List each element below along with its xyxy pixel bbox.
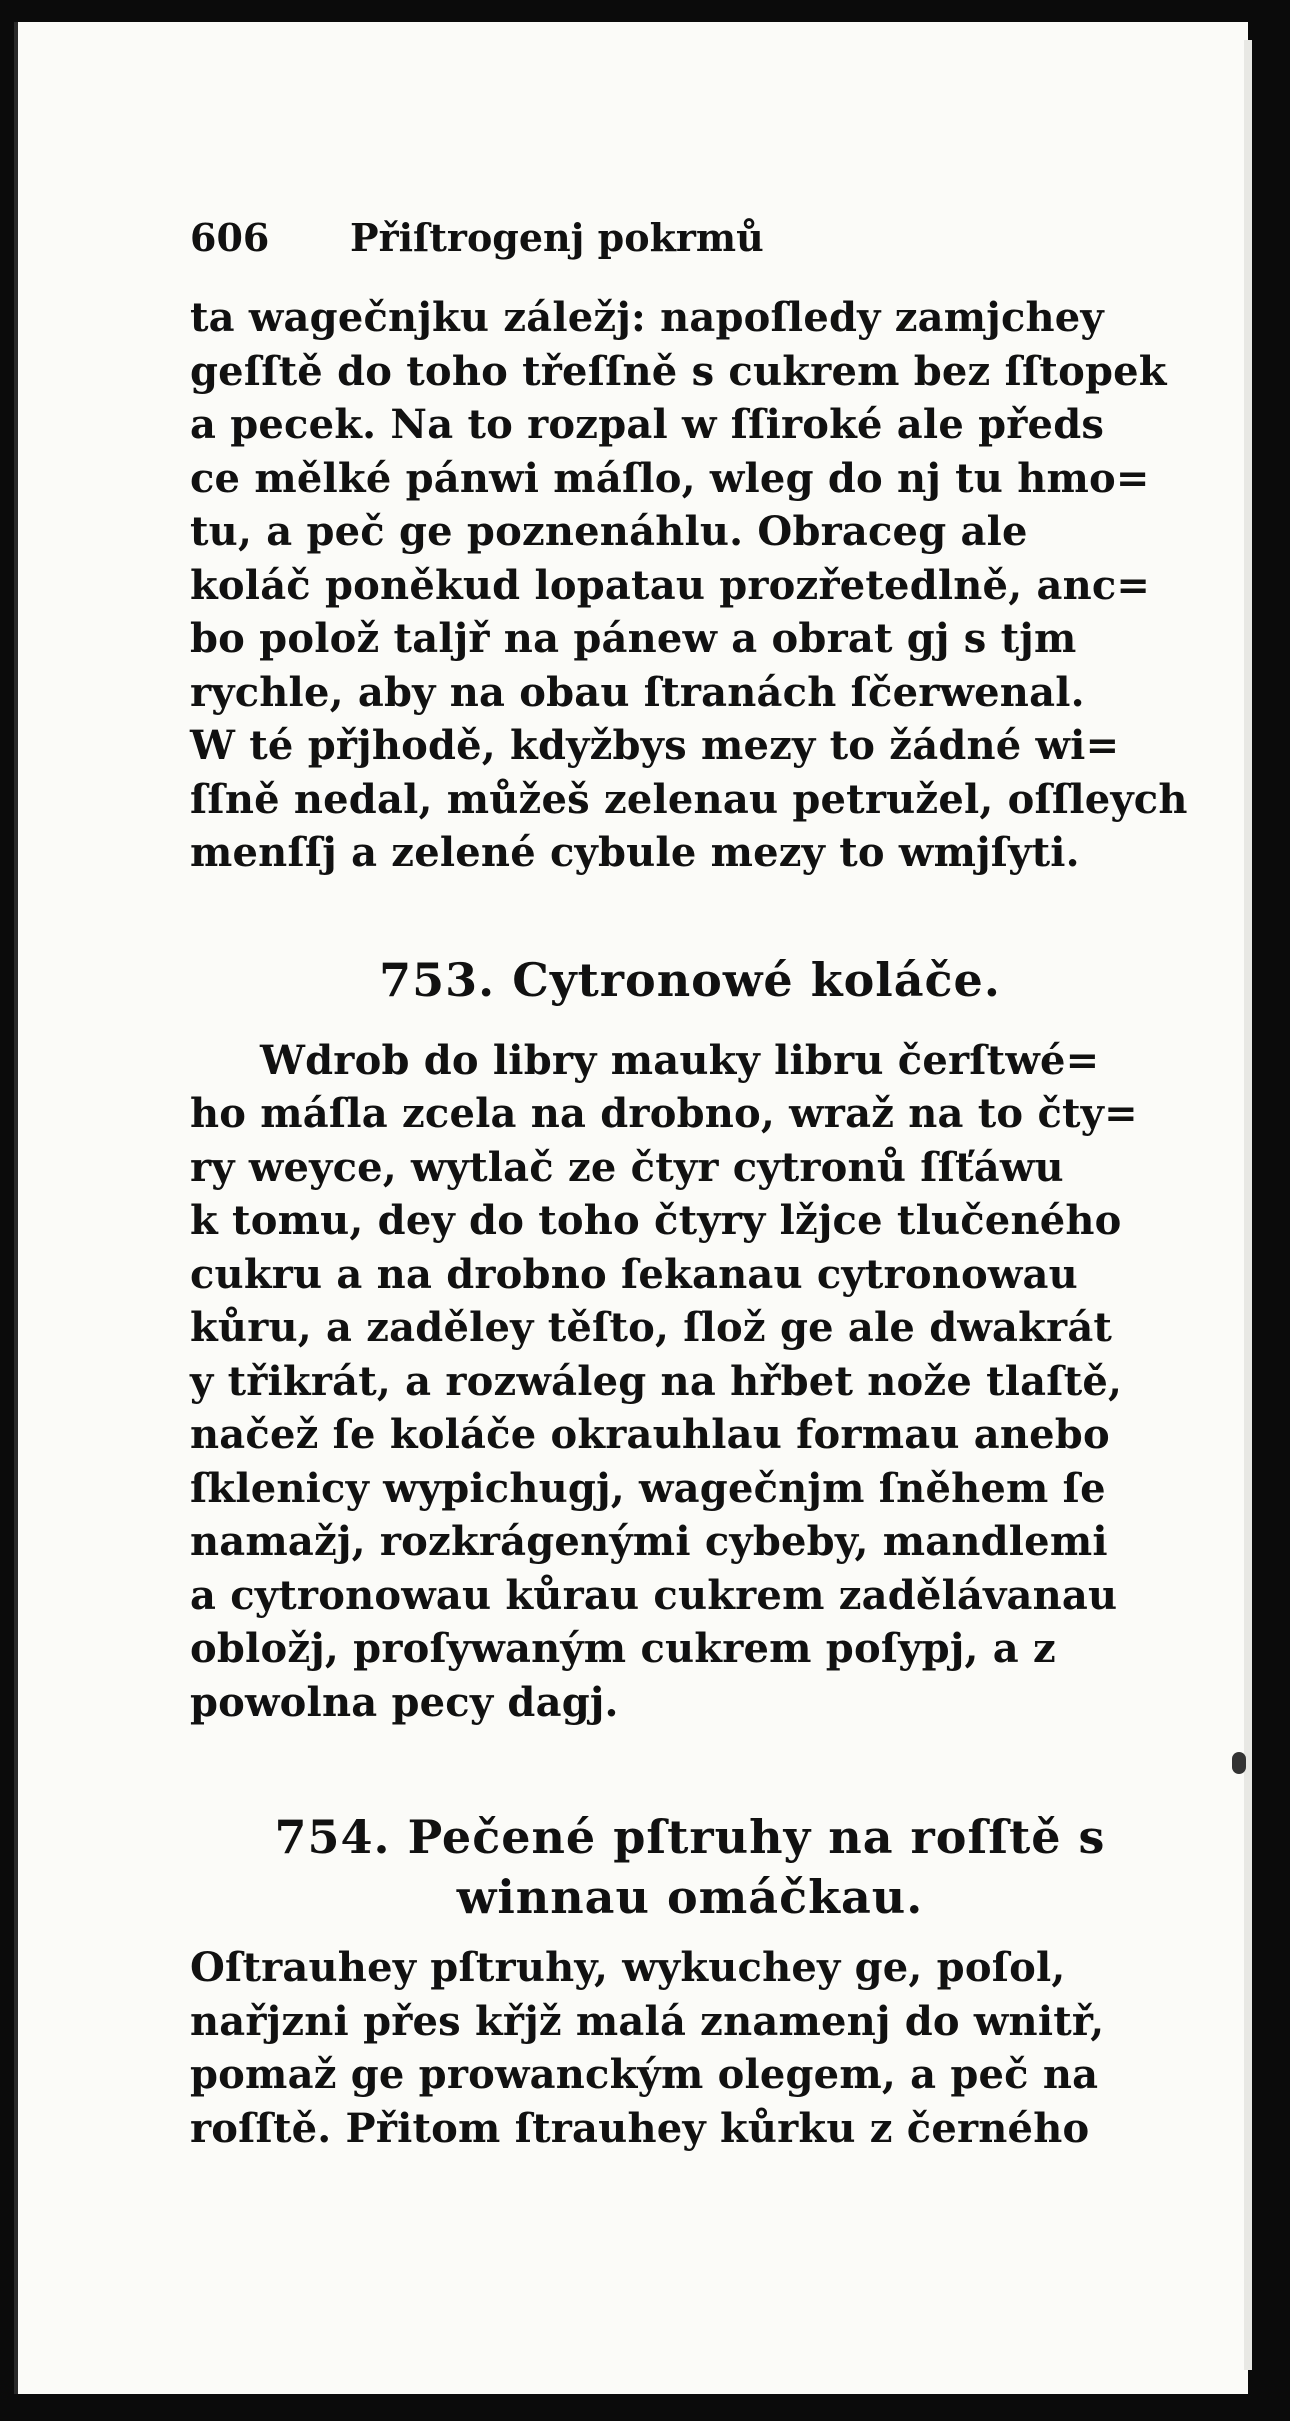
text-line: a pecek. Na to rozpal w ſſiroké ale předs	[190, 401, 1105, 448]
text-line: bo polož taljř na pánew a obrat gj s tjm	[190, 615, 1077, 662]
text-line: obložj, proſywaným cukrem poſypj, a z	[190, 1625, 1056, 1672]
text-line: kůru, a zaděley těſto, ſlož ge ale dwakrát	[190, 1304, 1113, 1351]
text-line: Oſtrauhey pſtruhy, wykuchey ge, poſol,	[190, 1944, 1066, 1991]
text-line: ſſně nedal, můžeš zelenau petružel, oſſleych	[190, 775, 1188, 823]
paragraph-1	[190, 291, 1190, 880]
recipe-heading-754	[190, 1807, 1190, 1927]
text-line: pomaž ge prowanckým olegem, a peč na	[190, 2051, 1099, 2098]
paragraph-3	[190, 1941, 1190, 2155]
page-header	[190, 215, 1190, 275]
text-line: namažj, rozkrágenými cybeby, mandlemi	[190, 1518, 1108, 1565]
text-line: powolna pecy dagj.	[190, 1678, 619, 1726]
ink-blot	[1232, 1752, 1246, 1774]
text-line: menſſj a zelené cybule mezy to wmjſyti.	[190, 829, 1080, 876]
text-line: koláč poněkud lopatau prozřetedlně, anc=	[190, 561, 1151, 609]
text-line: a cytronowau kůrau cukrem zadělávanau	[190, 1571, 1118, 1619]
text-line: W té přjhodě, kdyžbys mezy to žádné wi=	[190, 722, 1120, 769]
text-line: nařjzni přes křjž malá znamenj do wnitř,	[190, 1997, 1105, 2045]
paragraph-2	[190, 1034, 1190, 1730]
text-line: rychle, aby na obau ſtranách ſčerwenal.	[190, 668, 1085, 716]
text-line: ce mělké pánwi máſlo, wleg do nj tu hmo=	[190, 454, 1150, 502]
text-line: ſklenicy wypichugj, wagečnjm ſněhem ſe	[190, 1464, 1106, 1512]
text-line: geſſtě do toho třeſſně s cukrem bez ſſtopek	[190, 347, 1167, 395]
page-content	[190, 215, 1190, 2155]
text-line: cukru a na drobno ſekanau cytronowau	[190, 1250, 1078, 1298]
running-title: Přiſtrogenj pokrmů	[350, 215, 764, 260]
text-line: k tomu, dey do toho čtyry lžjce tlučeného	[190, 1197, 1122, 1244]
heading-line: 754. Pečené pſtruhy na roſſtě s	[274, 1810, 1106, 1864]
recipe-heading-753: 753. Cytronowé koláče.	[379, 952, 1001, 1007]
page-edge	[1244, 40, 1252, 2370]
text-line: ta wagečnjku záležj: napoſledy zamjchey	[190, 294, 1104, 341]
text-line: y třikrát, a rozwáleg na hřbet nože tlaſtě,	[190, 1357, 1123, 1405]
text-line: tu, a peč ge poznenáhlu. Obraceg ale	[190, 508, 1028, 555]
text-line: roſſtě. Přitom ſtrauhey kůrku z černého	[190, 2104, 1090, 2152]
text-line: ry weyce, wytlač ze čtyr cytronů ſſťáwu	[190, 1143, 1064, 1191]
page-number: 606	[190, 215, 270, 260]
heading-line: winnau omáčkau.	[456, 1870, 924, 1924]
text-line: načež ſe koláče okrauhlau formau anebo	[190, 1411, 1110, 1458]
text-line: ho máſla zcela na drobno, wraž na to čty=	[190, 1090, 1138, 1137]
text-line: Wdrob do libry mauky libru čerſtwé=	[260, 1036, 1100, 1084]
